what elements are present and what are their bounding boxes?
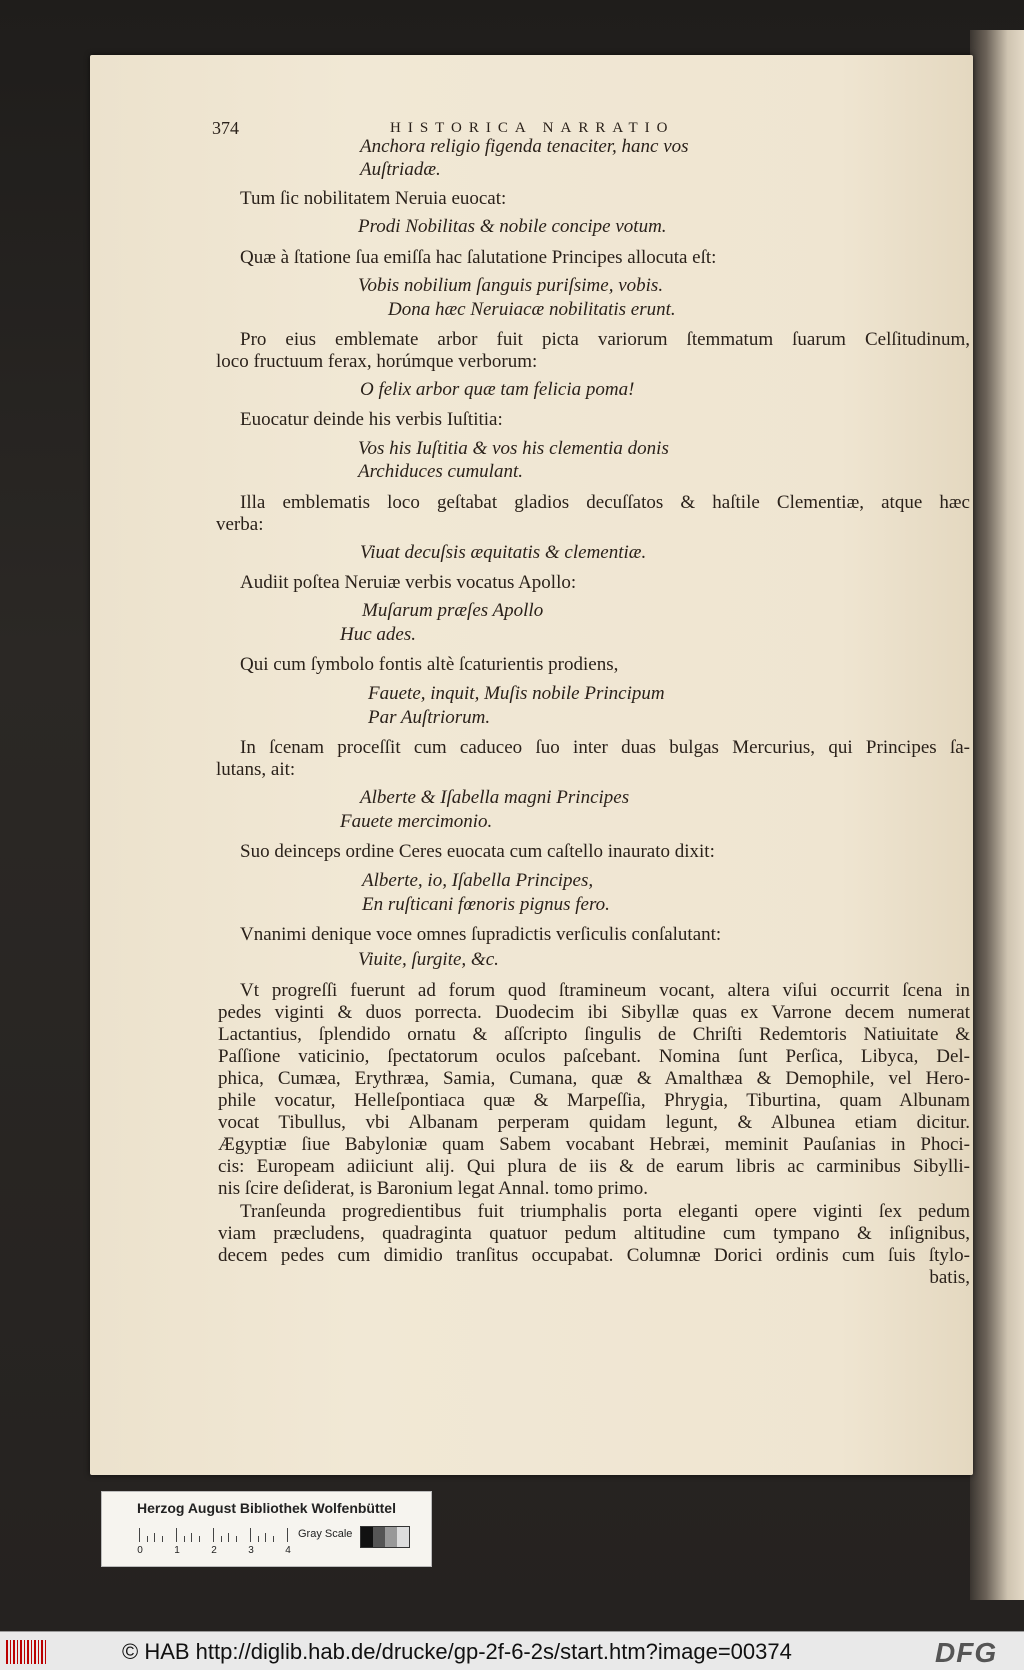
text-line: Alberte, io, Iſabella Principes,	[362, 870, 594, 891]
text-line: cis: Europeam adiiciunt alij. Qui plura de iis & de earum libris ac carminibus Sibylli-	[218, 1156, 970, 1177]
text-line: Audiit poſtea Neruiæ verbis vocatus Apollo:	[240, 572, 577, 593]
scale-number: 2	[211, 1545, 217, 1556]
text-line: Qui cum ſymbolo fontis altè ſcaturientis prodiens,	[240, 654, 619, 675]
book-spine-edge	[970, 30, 1024, 1600]
text-line: Viuat decuſsis æquitatis & clementiæ.	[360, 542, 647, 563]
running-head: HISTORICA NARRATIO	[390, 120, 675, 136]
text-line: In ſcenam proceſſit cum caduceo ſuo inter duas bulgas Mercurius, qui Principes ſa-	[240, 737, 970, 758]
library-name: Herzog August Bibliothek Wolfenbüttel	[137, 1500, 396, 1516]
text-line: Vnanimi denique voce omnes ſupradictis verſiculis conſalutant:	[240, 924, 722, 945]
text-line: Dona hæc Neruiacæ nobilitatis erunt.	[388, 299, 676, 320]
text-line: Huc ades.	[340, 624, 416, 645]
text-line: Fauete, inquit, Muſis nobile Principum	[368, 683, 665, 704]
scale-number: 4	[285, 1545, 291, 1556]
hab-logo-icon	[6, 1640, 46, 1664]
text-line: phica, Cumæa, Erythræa, Samia, Cumana, quæ & Amalthæa & Demophile, vel Hero-	[218, 1068, 970, 1089]
text-line: Vos his Iuſtitia & vos his clementia donis	[358, 438, 669, 459]
dfg-logo: DFG	[935, 1637, 998, 1668]
text-line: loco fructuum ferax, horúmque verborum:	[216, 351, 538, 372]
text-line: Lactantius, ſplendido ornatu & aſſcripto ſingulis de Chriſti Redemtoris Natiuitate &	[218, 1024, 970, 1045]
gray-scale-swatch	[360, 1526, 410, 1548]
text-line: Paſſione vaticinio, ſpectatorum oculos paſcebant. Nomina ſunt Perſica, Libyca, Del-	[218, 1046, 970, 1067]
scale-number: 1	[174, 1545, 180, 1556]
text-line: Viuite, ſurgite, &c.	[358, 949, 499, 970]
text-line: Quæ à ſtatione ſua emiſſa hac ſalutatione Principes allocuta eſt:	[240, 247, 717, 268]
text-line: Alberte & Iſabella magni Principes	[360, 787, 630, 808]
text-line: Ægyptiæ ſiue Babyloniæ quam Sabem vocabant Hebræi, meminit Pauſanias in Phoci-	[218, 1134, 970, 1155]
text-line: Illa emblematis loco geſtabat gladios decuſſatos & haſtile Clementiæ, atque hæc	[240, 492, 970, 513]
text-line: Muſarum præſes Apollo	[362, 600, 544, 621]
text-line: verba:	[216, 514, 264, 535]
text-line: Par Auſtriorum.	[368, 707, 491, 728]
text-line: lutans, ait:	[216, 759, 296, 780]
color-calibration-label	[101, 1491, 432, 1567]
book-page	[90, 55, 973, 1475]
text-line: nis ſcire deſiderat, is Baronium legat Annal. tomo primo.	[218, 1178, 649, 1199]
gray-scale-label: Gray Scale	[298, 1528, 353, 1540]
text-line: Anchora religio figenda tenaciter, hanc vos	[360, 136, 689, 157]
text-line: Euocatur deinde his verbis Iuſtitia:	[240, 409, 503, 430]
scale-ruler	[139, 1528, 289, 1542]
text-line: Tum ſic nobilitatem Neruia euocat:	[240, 188, 507, 209]
text-line: Pro eius emblemate arbor fuit picta variorum ſtemmatum ſuarum Celſitudinum,	[240, 329, 970, 350]
text-line: Prodi Nobilitas & nobile concipe votum.	[358, 216, 667, 237]
page-number: 374	[212, 118, 239, 138]
text-line: O felix arbor quæ tam felicia poma!	[360, 379, 635, 400]
source-url[interactable]: © HAB http://diglib.hab.de/drucke/gp-2f-6-2s/start.htm?image=00374	[122, 1639, 792, 1664]
scale-number: 3	[248, 1545, 254, 1556]
text-line: En ruſticani fœnoris pignus fero.	[362, 894, 610, 915]
text-line: Vt progreſſi fuerunt ad forum quod ſtramineum vocant, altera viſui occurrit ſcena in	[240, 980, 970, 1001]
text-line: decem pedes cum dimidio tranſitus occupabat. Columnæ Dorici ordinis cum ſuis ſtylo-	[218, 1245, 970, 1266]
footer-bar	[0, 1631, 1024, 1670]
text-line: Tranſeunda progredientibus fuit triumphalis porta eleganti opere viginti ſex pedum	[240, 1201, 970, 1222]
text-line: Vobis nobilium ſanguis puriſsime, vobis.	[358, 275, 664, 296]
scale-number: 0	[137, 1545, 143, 1556]
text-line: Auſtriadæ.	[360, 159, 441, 180]
page-text	[90, 55, 973, 1475]
text-line: Fauete mercimonio.	[340, 811, 493, 832]
text-line: phile vocatur, Helleſpontiaca quæ & Marpeſſia, Phrygia, Tiburtina, quam Albunam	[218, 1090, 970, 1111]
text-line: pedes viginti & duos porrecta. Duodecim ibi Sibyllæ quas ex Varrone decem numerat	[218, 1002, 970, 1023]
text-line: Suo deinceps ordine Ceres euocata cum caſtello inaurato dixit:	[240, 841, 715, 862]
catchword: batis,	[929, 1267, 970, 1288]
text-line: viam præcludens, quadraginta quatuor pedum altitudine cum tympano & inſignibus,	[218, 1223, 970, 1244]
text-line: vocat Tibullus, vbi Albanam perperam quidam legunt, & Albunea etiam dicitur.	[218, 1112, 970, 1133]
text-line: Archiduces cumulant.	[358, 461, 523, 482]
